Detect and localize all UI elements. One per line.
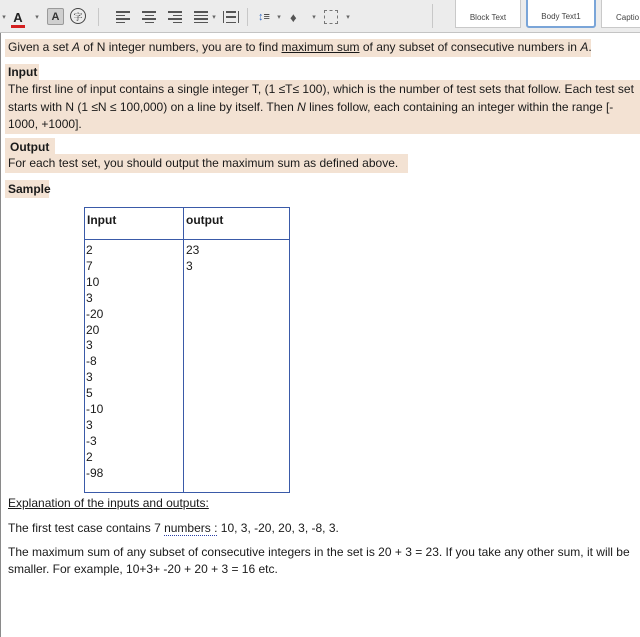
align-right-button[interactable] — [168, 8, 182, 26]
table-cell-value: -98 — [86, 465, 104, 480]
justify-icon — [194, 11, 208, 23]
input-heading: Input — [8, 65, 38, 79]
style-caption-label: Captio — [616, 13, 640, 22]
enclose-characters-glyph: 字 — [73, 11, 83, 22]
table-cell-value: 23 — [186, 243, 200, 257]
output-heading: Output — [10, 140, 50, 154]
sample-table — [84, 207, 290, 493]
style-body-text1-label: Body Text1 — [541, 12, 581, 21]
character-shading-letter: A — [51, 10, 60, 23]
table-cell-value: 2 — [86, 449, 93, 464]
output-column-header: output — [186, 213, 224, 227]
set-a-italic-2: A — [580, 40, 589, 54]
align-left-button[interactable] — [116, 8, 130, 26]
input-line-2-end: lines follow, each containing an integer within the range [- — [305, 100, 614, 114]
align-center-icon — [142, 11, 156, 23]
set-a-italic: A — [72, 40, 81, 54]
first-case-text-1: The first test case contains 7 — [8, 521, 165, 535]
toolbar-separator — [247, 8, 248, 26]
table-header-divider — [85, 239, 289, 240]
table-column-divider — [183, 208, 184, 492]
align-left-icon — [116, 11, 130, 23]
line-spacing-dropdown-icon[interactable]: ▾ — [277, 14, 281, 21]
table-cell-value: -10 — [86, 402, 104, 417]
input-column-header: Input — [87, 213, 117, 227]
distributed-button[interactable] — [222, 8, 240, 26]
align-center-button[interactable] — [142, 8, 156, 26]
table-cell-value: 3 — [86, 417, 93, 432]
first-case-text-2: 10, 3, -20, 20, 3, -8, 3. — [217, 521, 339, 535]
numbers-grammar-mark[interactable]: numbers : — [164, 521, 218, 535]
style-caption[interactable] — [601, 0, 640, 28]
input-line-3: 1000, +1000]. — [8, 117, 82, 131]
table-cell-value: 10 — [86, 274, 100, 289]
font-color-swatch — [11, 25, 25, 28]
dropdown-arrow-icon[interactable]: ▾ — [2, 14, 6, 21]
table-cell-value: 20 — [86, 322, 100, 337]
formatting-ribbon — [0, 0, 640, 33]
font-color-letter: A — [13, 9, 23, 25]
font-color-button[interactable] — [11, 8, 25, 26]
output-line: For each test set, you should output the maximum sum as defined above. — [8, 156, 399, 170]
first-case-line — [8, 521, 339, 536]
line-spacing-button[interactable] — [254, 8, 274, 26]
sample-heading: Sample — [8, 182, 51, 196]
max-sum-line-2: smaller. For example, 10+3+ -20 + 20 + 3 = 16 etc. — [8, 562, 278, 576]
line-spacing-lines-icon: ≡ — [263, 11, 270, 23]
line-spacing-icon: ↕ — [258, 11, 264, 23]
document-page[interactable] — [0, 33, 640, 637]
maximum-sum-link[interactable]: maximum sum — [281, 40, 360, 54]
paint-bucket-icon: ♦ — [290, 9, 297, 25]
font-color-dropdown-icon[interactable]: ▾ — [35, 14, 39, 21]
table-cell-value: 2 — [86, 243, 93, 257]
n-italic: N — [297, 100, 306, 114]
enclose-characters-button[interactable] — [70, 8, 86, 24]
max-sum-line-1: The maximum sum of any subset of consecutive integers in the set is 20 + 3 = 23. If you take any other sum, it will be — [8, 545, 630, 559]
table-cell-value: 3 — [86, 290, 93, 305]
explanation-heading: Explanation of the inputs and outputs: — [8, 496, 209, 510]
borders-dropdown-icon[interactable]: ▾ — [346, 14, 350, 21]
table-cell-value: 3 — [186, 258, 193, 273]
align-right-icon — [168, 11, 182, 23]
toolbar-separator — [98, 8, 99, 26]
input-line-2-start: starts with N (1 ≤N ≤ 100,000) on a line by itself. Then — [8, 100, 298, 114]
borders-icon — [324, 10, 338, 24]
intro-paragraph — [8, 40, 592, 55]
input-line-2 — [8, 100, 613, 115]
distributed-icon — [223, 11, 239, 23]
table-cell-value: 7 — [86, 258, 93, 273]
output-column-values — [186, 243, 199, 275]
justify-dropdown-icon[interactable]: ▾ — [212, 14, 216, 21]
intro-text-2: of N integer numbers, you are to find — [80, 40, 282, 54]
shading-button[interactable] — [290, 8, 297, 26]
table-cell-value: 3 — [86, 338, 93, 353]
shading-dropdown-icon[interactable]: ▾ — [312, 14, 316, 21]
style-body-text1[interactable] — [526, 0, 596, 28]
table-cell-value: 3 — [86, 370, 93, 385]
intro-text-1: Given a set — [8, 40, 73, 54]
input-line-1: The first line of input contains a single integer T, (1 ≤T≤ 100), which is the number of test sets that follow. Each test set — [8, 82, 634, 96]
table-cell-value: -3 — [86, 433, 97, 448]
intro-text-3: of any subset of consecutive numbers in — [359, 40, 581, 54]
table-cell-value: -8 — [86, 354, 97, 369]
toolbar-separator — [432, 4, 433, 28]
borders-button[interactable] — [324, 8, 338, 26]
style-block-text-label: Block Text — [469, 13, 507, 22]
character-shading-button[interactable] — [47, 8, 64, 25]
intro-text-4: . — [588, 40, 592, 54]
justify-button[interactable] — [194, 8, 208, 26]
table-cell-value: -20 — [86, 306, 104, 321]
table-cell-value: 5 — [86, 386, 93, 401]
input-column-values — [86, 243, 103, 482]
style-block-text[interactable] — [455, 0, 521, 28]
